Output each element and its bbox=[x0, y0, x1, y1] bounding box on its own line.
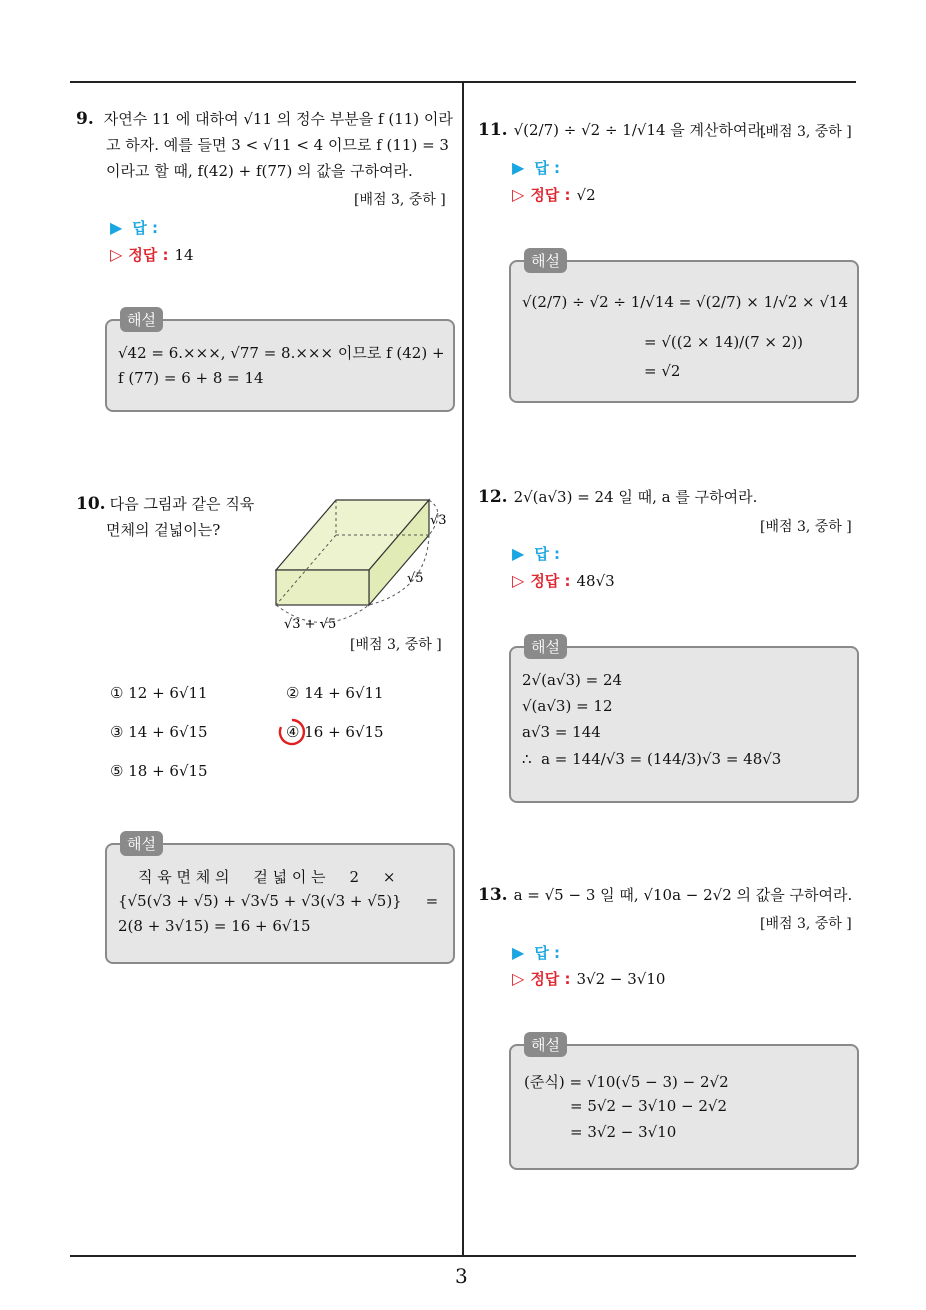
q9-correct-value: 14 bbox=[174, 246, 194, 264]
q13-correct-value: 3√2 − 3√10 bbox=[576, 970, 666, 988]
q10-line-1: 다음 그림과 같은 직육 bbox=[109, 495, 255, 513]
q11-explain-line-3: = √2 bbox=[644, 362, 681, 380]
q9-line-3: 이라고 할 때, f(42) + f(77) 의 값을 구하여라. bbox=[106, 162, 413, 180]
q13-correct-row bbox=[512, 968, 665, 989]
q9-answer-row[interactable] bbox=[110, 217, 158, 238]
q13-explain-line-3: = 3√2 − 3√10 bbox=[570, 1123, 677, 1141]
q13-block bbox=[478, 882, 868, 908]
q11-meta: [배점 3, 중하 ] bbox=[760, 124, 852, 140]
q9-number: 9. bbox=[76, 109, 94, 129]
figure-label-width: √3 + √5 bbox=[284, 617, 337, 632]
q11-explanation-tag: 해설 bbox=[524, 248, 567, 273]
q10-explain-line-3: 2(8 + 3√15) = 16 + 6√15 bbox=[118, 917, 311, 935]
q10-number: 10. bbox=[76, 494, 106, 514]
q10-explain-line-1: 직 육 면 체 의 겉 넓 이 는 2 × bbox=[138, 868, 396, 886]
q13-explain-line-1: (준식) = √10(√5 − 3) − 2√2 bbox=[524, 1073, 729, 1091]
q12-text: 2√(a√3) = 24 일 때, a 를 구하여라. bbox=[513, 488, 758, 506]
q13-meta: [배점 3, 중하 ] bbox=[760, 916, 852, 932]
q12-meta: [배점 3, 중하 ] bbox=[760, 519, 852, 535]
outline-triangle-icon: ▷ bbox=[512, 185, 525, 204]
q11-explain-line-1: √(2/7) ÷ √2 ÷ 1/√14 = √(2/7) × 1/√2 × √14 bbox=[522, 293, 849, 311]
q9-block bbox=[76, 106, 456, 184]
page-number: 3 bbox=[455, 1264, 468, 1288]
q9-line-2: 고 하자. 예를 들면 3 < √11 < 4 이므로 f (11) = 3 bbox=[106, 136, 449, 154]
q9-correct-label: 정답 : bbox=[128, 246, 169, 264]
q11-answer-label: 답 : bbox=[534, 159, 561, 177]
q9-correct-row bbox=[110, 244, 194, 265]
q10-option-1[interactable]: ① 12 + 6√11 bbox=[110, 684, 208, 702]
q12-correct-row bbox=[512, 570, 615, 591]
q13-explain-line-2: = 5√2 − 3√10 − 2√2 bbox=[570, 1097, 728, 1115]
q10-option-3[interactable]: ③ 14 + 6√15 bbox=[110, 723, 208, 741]
outline-triangle-icon: ▷ bbox=[110, 245, 123, 264]
q11-explain-line-2: = √((2 × 14)/(7 × 2)) bbox=[644, 333, 803, 351]
figure-label-height: √3 bbox=[430, 513, 447, 528]
q11-correct-label: 정답 : bbox=[530, 186, 571, 204]
q10-meta: [배점 3, 중하 ] bbox=[350, 637, 442, 653]
bottom-rule bbox=[70, 1255, 856, 1257]
q12-answer-label: 답 : bbox=[534, 545, 561, 563]
q9-explanation-tag: 해설 bbox=[120, 307, 163, 332]
q10-option-5[interactable]: ⑤ 18 + 6√15 bbox=[110, 762, 208, 780]
q11-correct-row bbox=[512, 184, 596, 205]
q10-explanation-tag: 해설 bbox=[120, 831, 163, 856]
outline-triangle-icon: ▷ bbox=[512, 969, 525, 988]
figure-label-depth: √5 bbox=[407, 571, 424, 586]
q10-explain-line-2: {√5(√3 + √5) + √3√5 + √3(√3 + √5)} = bbox=[118, 892, 439, 910]
column-divider bbox=[462, 83, 464, 1257]
q10-option-2[interactable]: ② 14 + 6√11 bbox=[286, 684, 384, 702]
q10-block bbox=[76, 491, 276, 543]
q9-explain-line-2: f (77) = 6 + 8 = 14 bbox=[118, 369, 264, 387]
q12-explain-line-3: a√3 = 144 bbox=[522, 723, 601, 741]
q11-correct-value: √2 bbox=[576, 186, 596, 204]
play-icon: ▶ bbox=[110, 218, 123, 237]
q13-number: 13. bbox=[478, 885, 508, 905]
q11-answer-row[interactable] bbox=[512, 157, 560, 178]
q9-meta: [배점 3, 중하 ] bbox=[354, 192, 446, 208]
q13-answer-row[interactable] bbox=[512, 942, 560, 963]
q12-answer-row[interactable] bbox=[512, 543, 560, 564]
q12-block bbox=[478, 484, 858, 510]
q11-explanation-box bbox=[509, 260, 859, 403]
q11-text: √(2/7) ÷ √2 ÷ 1/√14 을 계산하여라. bbox=[513, 121, 767, 139]
q12-correct-label: 정답 : bbox=[530, 572, 571, 590]
q10-option-4[interactable]: ④ 16 + 6√15 bbox=[286, 723, 384, 741]
q13-explanation-tag: 해설 bbox=[524, 1032, 567, 1057]
q12-explain-line-4: ∴ a = 144/√3 = (144/3)√3 = 48√3 bbox=[522, 750, 782, 768]
q13-answer-label: 답 : bbox=[534, 944, 561, 962]
q12-explain-line-1: 2√(a√3) = 24 bbox=[522, 671, 623, 689]
cuboid-figure bbox=[262, 490, 462, 635]
q9-answer-label: 답 : bbox=[132, 219, 159, 237]
q12-number: 12. bbox=[478, 487, 508, 507]
q12-explanation-tag: 해설 bbox=[524, 634, 567, 659]
q9-line-1: 자연수 11 에 대하여 √11 의 정수 부분을 f (11) 이라 bbox=[103, 110, 453, 128]
play-icon: ▶ bbox=[512, 544, 525, 563]
answer-circle-mark bbox=[276, 716, 308, 748]
outline-triangle-icon: ▷ bbox=[512, 571, 525, 590]
q10-line-2: 면체의 겉넓이는? bbox=[106, 521, 221, 539]
q9-explanation-box bbox=[105, 319, 455, 412]
q11-number: 11. bbox=[478, 120, 508, 140]
play-icon: ▶ bbox=[512, 158, 525, 177]
play-icon: ▶ bbox=[512, 943, 525, 962]
q9-explain-line-1: √42 = 6.×××, √77 = 8.××× 이므로 f (42) + bbox=[118, 344, 445, 362]
q12-explain-line-2: √(a√3) = 12 bbox=[522, 697, 613, 715]
q13-text: a = √5 − 3 일 때, √10a − 2√2 의 값을 구하여라. bbox=[513, 886, 853, 904]
q13-correct-label: 정답 : bbox=[530, 970, 571, 988]
q12-correct-value: 48√3 bbox=[576, 572, 615, 590]
